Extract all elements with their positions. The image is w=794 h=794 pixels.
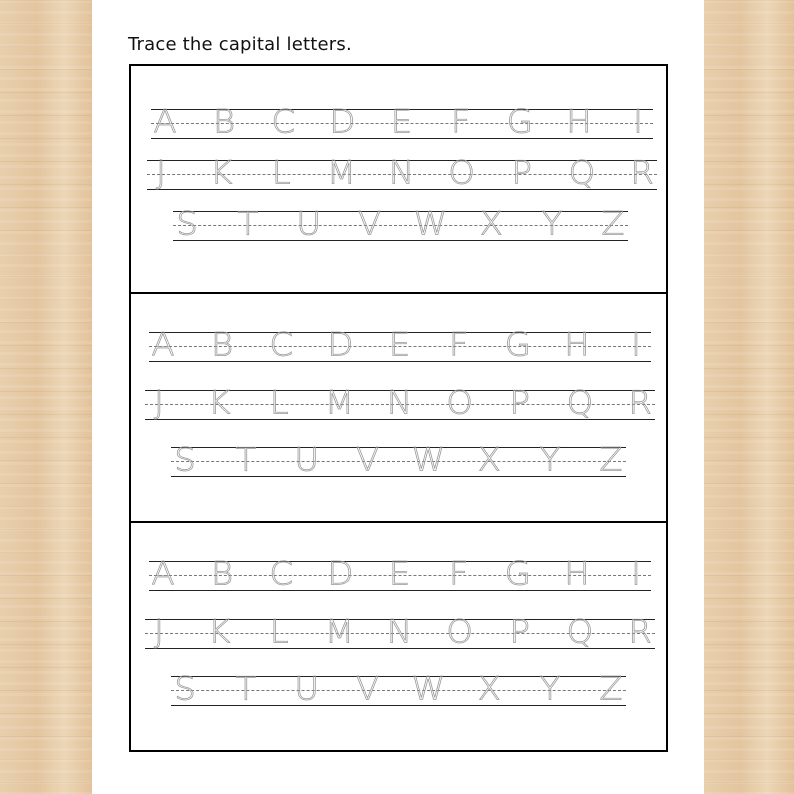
trace-letter[interactable]: Y (541, 205, 563, 244)
trace-letter[interactable]: A (153, 103, 177, 142)
trace-letter[interactable]: O (448, 154, 476, 193)
tracing-row (171, 441, 626, 480)
trace-letter[interactable]: O (446, 613, 474, 652)
trace-letter[interactable]: R (628, 384, 652, 423)
trace-letter[interactable]: H (564, 326, 590, 365)
trace-letter[interactable]: Q (566, 384, 594, 423)
trace-letter[interactable]: I (630, 326, 642, 365)
trace-letter[interactable]: P (509, 613, 531, 652)
trace-letter[interactable]: G (504, 555, 531, 594)
tracing-row (151, 103, 653, 142)
trace-letter[interactable]: A (151, 326, 175, 365)
trace-letter[interactable]: X (477, 670, 501, 709)
trace-letter[interactable]: N (386, 384, 413, 423)
trace-letter[interactable]: L (269, 613, 289, 652)
tracing-row (171, 670, 626, 709)
trace-letter[interactable]: Z (599, 670, 623, 709)
trace-letter[interactable]: L (271, 154, 291, 193)
trace-letter[interactable]: V (355, 670, 380, 709)
letter-row (151, 555, 642, 594)
letter-row (153, 103, 644, 142)
trace-letter[interactable]: T (235, 441, 257, 480)
tracing-row (149, 555, 651, 594)
trace-letter[interactable]: J (155, 154, 167, 193)
trace-letter[interactable]: G (506, 103, 533, 142)
trace-letter[interactable]: H (566, 103, 592, 142)
trace-letter[interactable]: A (151, 555, 175, 594)
trace-letter[interactable]: U (294, 441, 320, 480)
tracing-row (149, 326, 651, 365)
trace-letter[interactable]: F (450, 103, 471, 142)
trace-letter[interactable]: P (511, 154, 533, 193)
trace-letter[interactable]: E (390, 103, 413, 142)
trace-letter[interactable]: S (174, 441, 196, 480)
trace-letter[interactable]: F (448, 326, 469, 365)
tracing-panel (129, 292, 668, 523)
trace-letter[interactable]: M (326, 154, 357, 193)
letter-row (176, 205, 625, 244)
trace-letter[interactable]: R (628, 613, 652, 652)
trace-letter[interactable]: S (174, 670, 196, 709)
trace-letter[interactable]: M (324, 384, 355, 423)
tracing-row (147, 154, 657, 193)
letter-row (174, 670, 623, 709)
trace-letter[interactable]: T (237, 205, 259, 244)
trace-letter[interactable]: W (411, 670, 446, 709)
trace-letter[interactable]: D (327, 326, 354, 365)
trace-letter[interactable]: K (207, 613, 231, 652)
trace-letter[interactable]: Z (601, 205, 625, 244)
worksheet-title: Trace the capital letters. (128, 34, 352, 55)
trace-letter[interactable]: E (388, 326, 411, 365)
tracing-panel (129, 64, 668, 294)
trace-letter[interactable]: V (355, 441, 380, 480)
trace-letter[interactable]: E (388, 555, 411, 594)
trace-letter[interactable]: R (630, 154, 654, 193)
trace-letter[interactable]: Q (568, 154, 596, 193)
trace-letter[interactable]: C (271, 103, 296, 142)
tracing-panel (129, 521, 668, 752)
letter-row (153, 613, 652, 652)
trace-letter[interactable]: M (324, 613, 355, 652)
tracing-row (145, 613, 655, 652)
trace-letter[interactable]: C (269, 555, 294, 594)
trace-letter[interactable]: G (504, 326, 531, 365)
trace-letter[interactable]: F (448, 555, 469, 594)
trace-letter[interactable]: I (632, 103, 644, 142)
trace-letter[interactable]: H (564, 555, 590, 594)
tracing-row (145, 384, 655, 423)
trace-letter[interactable]: N (388, 154, 415, 193)
trace-letter[interactable]: Y (539, 441, 561, 480)
trace-letter[interactable]: X (477, 441, 501, 480)
trace-letter[interactable]: W (411, 441, 446, 480)
trace-letter[interactable]: D (329, 103, 356, 142)
trace-letter[interactable]: B (210, 326, 234, 365)
trace-letter[interactable]: L (269, 384, 289, 423)
trace-letter[interactable]: J (153, 613, 165, 652)
trace-letter[interactable]: K (209, 154, 233, 193)
trace-letter[interactable]: I (630, 555, 642, 594)
trace-letter[interactable]: U (294, 670, 320, 709)
trace-letter[interactable]: Z (599, 441, 623, 480)
trace-letter[interactable]: N (386, 613, 413, 652)
trace-letter[interactable]: P (509, 384, 531, 423)
trace-letter[interactable]: Y (539, 670, 561, 709)
trace-letter[interactable]: V (357, 205, 382, 244)
trace-letter[interactable]: S (176, 205, 198, 244)
wood-background-left (0, 0, 92, 794)
wood-background-right (704, 0, 794, 794)
trace-letter[interactable]: Q (566, 613, 594, 652)
trace-letter[interactable]: B (212, 103, 236, 142)
trace-letter[interactable]: X (479, 205, 503, 244)
trace-letter[interactable]: J (153, 384, 165, 423)
trace-letter[interactable]: K (207, 384, 231, 423)
letter-row (153, 384, 652, 423)
trace-letter[interactable]: C (269, 326, 294, 365)
trace-letter[interactable]: U (296, 205, 322, 244)
letter-row (155, 154, 654, 193)
trace-letter[interactable]: B (210, 555, 234, 594)
trace-letter[interactable]: W (413, 205, 448, 244)
trace-letter[interactable]: D (327, 555, 354, 594)
trace-letter[interactable]: T (235, 670, 257, 709)
letter-row (151, 326, 642, 365)
tracing-row (173, 205, 628, 244)
letter-row (174, 441, 623, 480)
trace-letter[interactable]: O (446, 384, 474, 423)
